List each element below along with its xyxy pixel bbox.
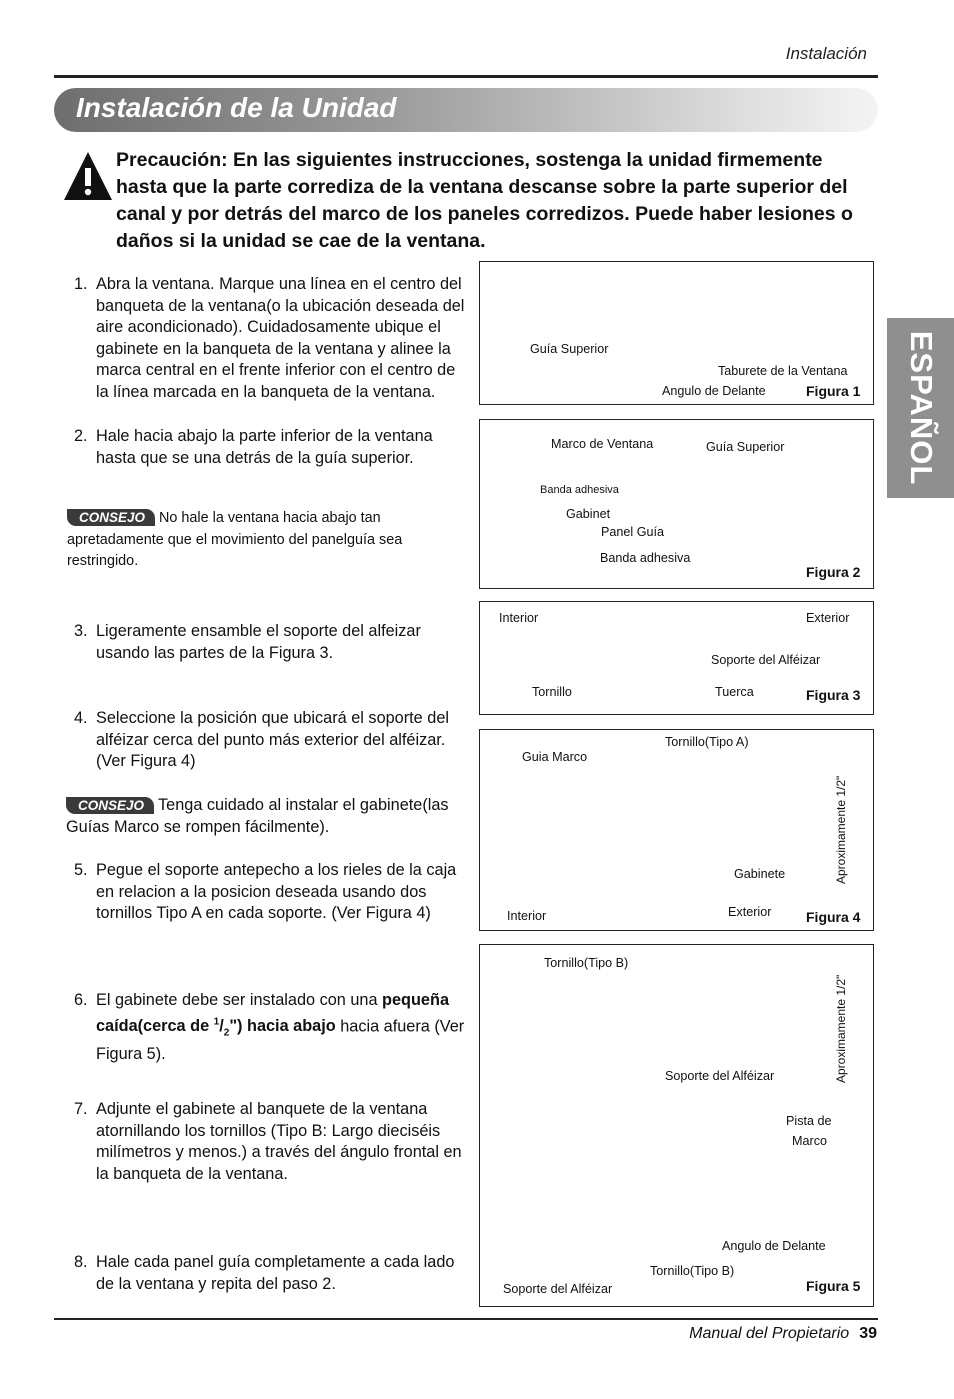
figure-5-label: Figura 5 xyxy=(806,1278,861,1294)
tip-1 xyxy=(67,508,467,573)
step-4 xyxy=(74,708,466,773)
step-text xyxy=(96,990,466,1065)
caution-text: Precaución: En las siguientes instrucciones, sostenga la unidad firmemente hasta que la parte corrediza de la ventana descanse sobre la parte superior del canal y por detrás del marco de los paneles corredizos. Puede haber lesiones o daños si la unidad se cae de la ventana. xyxy=(116,149,853,252)
step-2 xyxy=(74,426,466,469)
fig4-gabinete-label: Gabinete xyxy=(734,867,786,881)
section-header: Instalación xyxy=(785,44,867,63)
fig4-guia-label: Guia Marco xyxy=(522,750,588,764)
page-number: 39 xyxy=(859,1325,877,1342)
warning-icon xyxy=(64,152,112,200)
step-7 xyxy=(74,1099,466,1185)
fig3-soporte-label: Soporte del Alféizar xyxy=(711,653,821,667)
figure-4-label: Figura 4 xyxy=(806,909,861,925)
tip-text: No hale la ventana hacia abajo tan apretadamente que el movimiento del panelguía sea restringido. xyxy=(67,510,403,570)
step-1 xyxy=(74,274,466,404)
step-text: Abra la ventana. Marque una línea en el centro del banqueta de la ventana(o la ubicación deseada del aire acondicionado). Cuidadosamente ubique el gabinete en la banqueta de la ventana y alinee la marca central en el frente inferior con el centro de la línea marcada en la banqueta de la ventana. xyxy=(96,275,465,401)
figure-3-label: Figura 3 xyxy=(806,687,861,703)
fig3-tuerca-label: Tuerca xyxy=(715,685,754,699)
step-number: 4. xyxy=(74,709,88,727)
step-text: Ligeramente ensamble el soporte del alfeizar usando las partes de la Figura 3. xyxy=(96,622,421,662)
step-5 xyxy=(74,860,466,925)
fraction-denominator: 2 xyxy=(223,1027,230,1039)
figure-5 xyxy=(479,944,874,1307)
fig5-pista1-label: Pista de xyxy=(786,1114,832,1128)
step-number: 3. xyxy=(74,622,88,640)
footer xyxy=(689,1325,877,1343)
fig3-exterior-label: Exterior xyxy=(806,611,850,625)
step-6-bold-b: ") hacia abajo xyxy=(229,1017,336,1036)
fig1-guia-label: Guía Superior xyxy=(530,342,609,356)
step-number: 6. xyxy=(74,991,88,1009)
fig5-tornillo-b2-label: Tornillo(Tipo B) xyxy=(650,1264,735,1278)
tip-text: Tenga cuidado al instalar el gabinete(las Guías Marco se rompen fácilmente). xyxy=(66,796,449,836)
step-number: 8. xyxy=(74,1253,88,1271)
bottom-rule xyxy=(54,1318,878,1320)
fig4-tornillo-label: Tornillo(Tipo A) xyxy=(665,735,749,749)
step-number: 5. xyxy=(74,861,88,879)
step-number: 2. xyxy=(74,427,88,445)
figure-1-label: Figura 1 xyxy=(806,383,861,399)
fraction-numerator: 1 xyxy=(213,1016,220,1028)
fig2-banda1-label: Banda adhesiva xyxy=(540,484,619,496)
tip-badge: CONSEJO xyxy=(67,509,155,526)
step-number: 1. xyxy=(74,275,88,293)
fig5-angulo-label: Angulo de Delante xyxy=(722,1239,826,1253)
fig2-banda2-label: Banda adhesiva xyxy=(600,551,691,565)
step-8 xyxy=(74,1252,466,1295)
step-text: Hale cada panel guía completamente a cada lado de la ventana y repita del paso 2. xyxy=(96,1253,455,1293)
fig5-tornillo-b-label: Tornillo(Tipo B) xyxy=(544,956,629,970)
figure-3 xyxy=(479,601,874,715)
step-6-text-a: El gabinete debe ser instalado con una xyxy=(96,991,383,1009)
tip-2 xyxy=(66,795,466,838)
fig4-aprox-label: Aproximamente 1/2" xyxy=(834,775,848,884)
step-6 xyxy=(74,990,466,1065)
step-text: Pegue el soporte antepecho a los rieles de la caja en relacion a la posicion deseada usando dos tornillos Tipo A en cada soporte. (Ver Figura 4) xyxy=(96,861,457,923)
fig2-panel-label: Panel Guía xyxy=(601,525,665,539)
figure-4 xyxy=(479,729,874,931)
language-tab-label: ESPAÑOL xyxy=(903,330,939,486)
page-title: Instalación de la Unidad xyxy=(76,92,397,123)
step-6-bold: pequeña caída(cerca de $^1/_2$") hacia abajo xyxy=(96,991,449,1039)
fig5-aprox-label: Aproximamente 1/2" xyxy=(834,974,848,1083)
fig3-interior-label: Interior xyxy=(499,611,539,625)
fig2-marco-label: Marco de Ventana xyxy=(551,437,654,451)
fig5-pista2-label: Marco xyxy=(792,1134,827,1148)
fig1-angulo-label: Angulo de Delante xyxy=(662,384,766,398)
step-text: Adjunte el gabinete al banquete de la ventana atornillando los tornillos (Tipo B: Largo dieciséis milímetros y menos.) a través del ángulo frontal en la banqueta de la ventana. xyxy=(96,1100,462,1183)
step-number: 7. xyxy=(74,1100,88,1118)
step-6-text-b: hacia afuera (Ver Figura 5). xyxy=(96,1017,465,1063)
step-3 xyxy=(74,621,466,664)
fig1-taburete-label: Taburete de la Ventana xyxy=(718,364,848,378)
fig5-soporte2-label: Soporte del Alféizar xyxy=(503,1282,613,1296)
fig4-interior-label: Interior xyxy=(507,909,547,923)
fig5-soporte1-label: Soporte del Alféizar xyxy=(665,1069,775,1083)
tip-badge: CONSEJO xyxy=(66,797,154,814)
figure-1 xyxy=(479,261,874,405)
figure-2 xyxy=(479,419,874,589)
step-text: Hale hacia abajo la parte inferior de la ventana hasta que se una detrás de la guía superior. xyxy=(96,427,433,467)
top-rule xyxy=(54,75,878,78)
figure-2-label: Figura 2 xyxy=(806,564,861,580)
footer-text: Manual del Propietario xyxy=(689,1325,850,1342)
fig2-guia-label: Guía Superior xyxy=(706,440,785,454)
fig4-exterior-label: Exterior xyxy=(728,905,772,919)
fig2-gabinet-label: Gabinet xyxy=(566,507,611,521)
fig3-tornillo-label: Tornillo xyxy=(532,685,572,699)
step-6-bold-a: pequeña caída(cerca de xyxy=(96,991,449,1036)
step-text: Seleccione la posición que ubicará el soporte del alféizar cerca del punto más exterior del alféizar.(Ver Figura 4) xyxy=(96,709,449,771)
language-tab xyxy=(887,318,954,498)
